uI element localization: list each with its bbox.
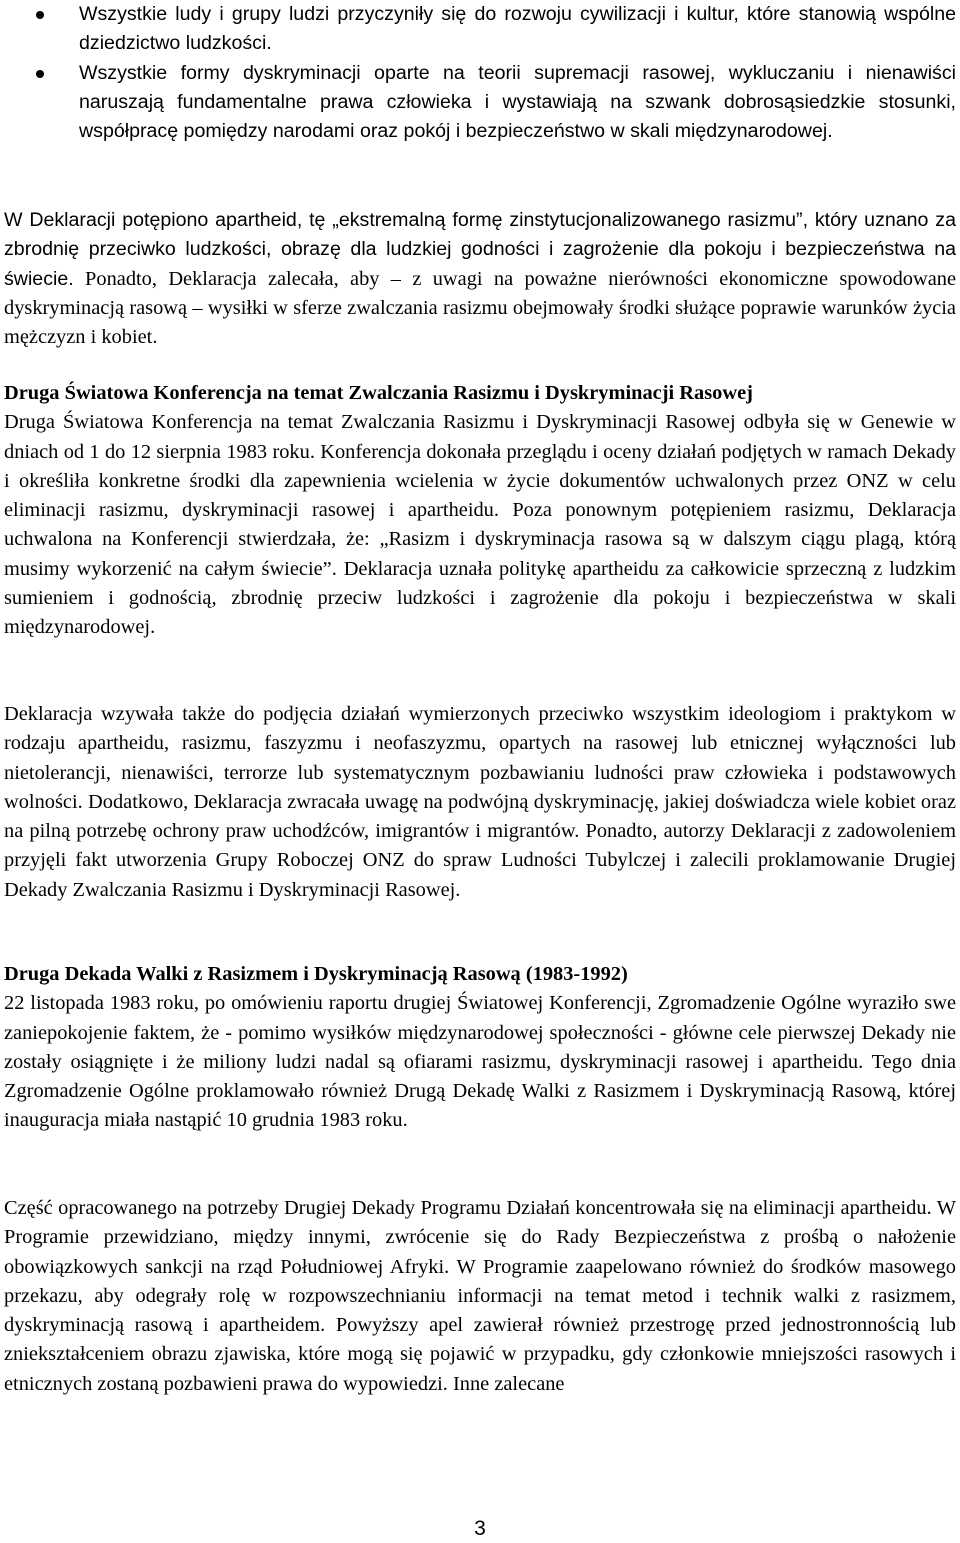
program-paragraph: Część opracowanego na potrzeby Drugiej Dekady Programu Działań koncentrowała się na eliminacji apartheidu. W Programie przewidziano, między innymi, zwrócenie się do Rady Bezpieczeństwa z prośbą o nałożenie obowiązkowych sankcji na rząd Południowej Afryki. W Programie zaapelowano również do środków masowego przekazu, aby odegrały rolę w rozpowszechnianiu informacji na temat metod i technik walki z rasizmem, dyskryminacją rasową i apartheidem. Powyższy apel zawierał również przestrogę przed jednostronnością lub zniekształceniem obrazu zjawiska, które mogą się pojawić w przypadku, gdy członkowie mniejszości rasowych i etnicznych zostaną pozbawieni prawa do wypowiedzi. Inne zalecane (4, 1197, 956, 1395)
conference-paragraph: Druga Światowa Konferencja na temat Zwalczania Rasizmu i Dyskryminacji Rasowej odbyła się w Genewie w dniach od 1 do 12 sierpnia 1983 roku. Konferencja dokonała przeglądu i oceny działań podjętych w ramach Dekady i określiła konkretne środki dla zapewnienia wcielenia w życie dokumentów uchwalonych przez ONZ w celu eliminacji rasizmu, dyskryminacji rasowej i apartheidu. Poza ponownym potępieniem rasizmu, Deklaracja uchwalona na Konferencji stwierdzała, że: „Rasizm i dyskryminacja rasowa są w dalszym ciągu plagą, którą musimy wykorzenić na całym świecie”. Deklaracja uznała politykę apartheidu za całkowicie sprzeczną z ludzkim sumieniem i godnością, zbrodnię przeciw ludzkości i zagrożenie dla pokoju i bezpieczeństwa w skali międzynarodowej. (4, 411, 956, 639)
decade-section (4, 960, 956, 1136)
list-item (0, 59, 956, 147)
bullet-icon (36, 70, 44, 78)
decade-paragraph: 22 listopada 1983 roku, po omówieniu raportu drugiej Światowej Konferencji, Zgromadzenie Ogólne wyraziło swe zaniepokojenie faktem, że - pomimo wysiłków międzynarodowej społeczności - główne cele pierwszej Dekady nie zostały osiągnięte i że miliony ludzi nadal są ofiarami rasizmu, dyskryminacji rasowej i apartheidu. Tego dnia Zgromadzenie Ogólne proklamowało również Drugą Dekadę Walki z Rasizmem i Dyskryminacją Rasową, której inauguracja miała nastąpić 10 grudnia 1983 roku. (4, 992, 956, 1132)
apartheid-paragraph (4, 206, 956, 352)
list-item (0, 0, 956, 59)
bullet-text: Wszystkie ludy i grupy ludzi przyczyniły się do rozwoju cywilizacji i kultur, które stanowią wspólne dziedzictwo ludzkości. (79, 3, 956, 55)
page-number: 3 (474, 1517, 486, 1540)
bullet-list (0, 0, 956, 146)
bullet-icon (36, 11, 44, 19)
conference-section (4, 379, 956, 643)
apartheid-paragraph-part2: Ponadto, Deklaracja zalecała, aby – z uwagi na poważne nierówności ekonomiczne spowodowane dyskryminacją rasową – wysiłki w sferze zwalczania rasizmu obejmowały środki służące poprawie warunków życia mężczyzn i kobiet. (4, 267, 956, 349)
apartheid-paragraph-part1: W Deklaracji potępiono apartheid, tę „ekstremalną formę zinstytucjonalizowanego rasizmu”, który uznano za zbrodnię przeciwko ludzkości, obrazę dla ludzkiej godności i zagrożenie dla pokoju i bezpieczeństwa na świecie. (4, 209, 956, 290)
declaration-paragraph: Deklaracja wzywała także do podjęcia działań wymierzonych przeciwko wszystkim ideologiom i praktykom w rodzaju apartheidu, rasizmu, faszyzmu i neofaszyzmu, opartych na rasowej lub etnicznej wyłączności lub nietolerancji, nienawiści, terrorze lub systematycznym pozbawianiu ludności praw człowieka i podstawowych wolności. Dodatkowo, Deklaracja zwracała uwagę na podwójną dyskryminację, jakiej doświadcza wiele kobiet oraz na pilną potrzebę ochrony praw uchodźców, imigrantów i migrantów. Ponadto, autorzy Deklaracji z zadowoleniem przyjęli fakt utworzenia Grupy Roboczej ONZ do spraw Ludności Tubylczej i zalecili proklamowanie Drugiej Dekady Zwalczania Rasizmu i Dyskryminacji Rasowej. (4, 703, 956, 901)
bullet-text: Wszystkie formy dyskryminacji oparte na teorii supremacji rasowej, wykluczaniu i nienawiści naruszają fundamentalne prawa człowieka i wystawiają na szwank dobrosąsiedzkie stosunki, współpracę pomiędzy narodami oraz pokój i bezpieczeństwo w skali międzynarodowej. (79, 61, 956, 143)
conference-heading: Druga Światowa Konferencja na temat Zwalczania Rasizmu i Dyskryminacji Rasowej (4, 382, 753, 404)
decade-heading: Druga Dekada Walki z Rasizmem i Dyskryminacją Rasową (1983-1992) (4, 963, 628, 985)
